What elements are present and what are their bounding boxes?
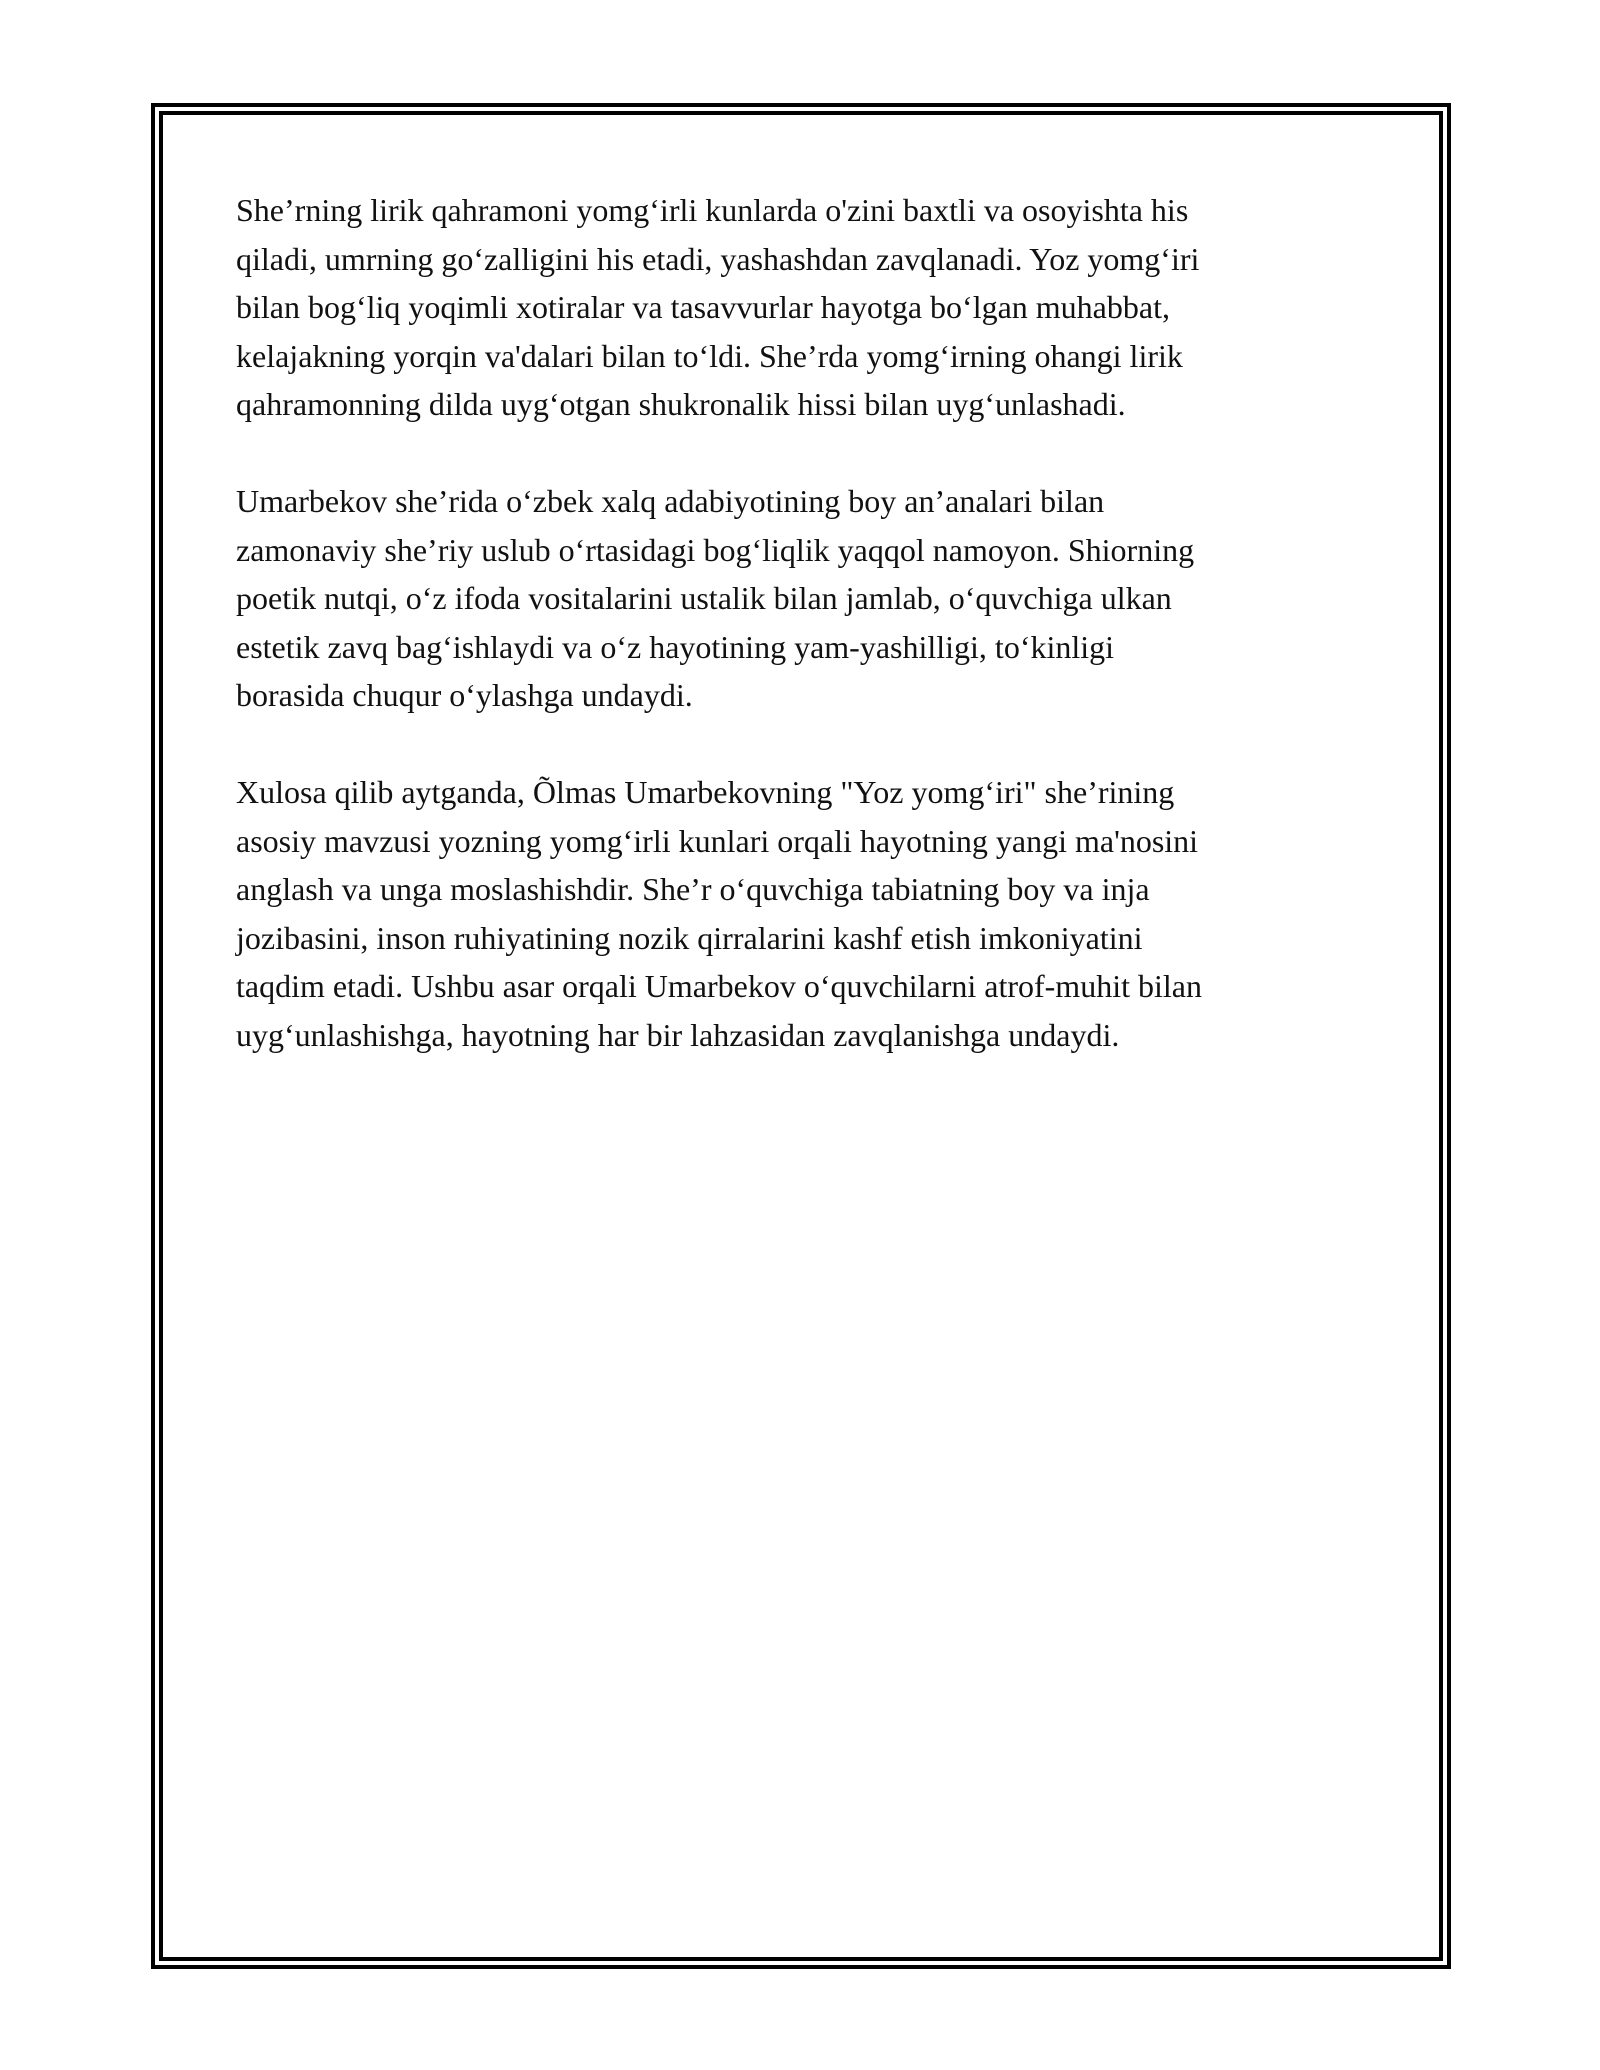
text-line: Umarbekov she’rida o‘zbek xalq adabiyotining boy an’analari bilan: [236, 483, 1105, 519]
text-line: poetik nutqi, o‘z ifoda vositalarini ustalik bilan jamlab, o‘quvchiga ulkan: [236, 580, 1172, 616]
text-line: Xulosa qilib aytganda, Õlmas Umarbekovning "Yoz yomg‘iri" she’rining: [236, 774, 1175, 810]
document-body: [236, 186, 1366, 1108]
text-line: asosiy mavzusi yozning yomg‘irli kunlari orqali hayotning yangi ma'nosini: [236, 822, 1199, 859]
paragraph-2: [236, 477, 1366, 720]
paragraph-1: [236, 186, 1366, 429]
text-line: qiladi, umrning go‘zalligini his etadi, yashashdan zavqlanadi. Yoz yomg‘iri: [236, 240, 1200, 277]
text-line: estetik zavq bag‘ishlaydi va o‘z hayotining yam-yashilligi, to‘kinligi: [236, 628, 1115, 665]
text-line: zamonaviy she’riy uslub o‘rtasidagi bog‘liqlik yaqqol namoyon. Shiorning: [236, 531, 1195, 568]
text-line: taqdim etadi. Ushbu asar orqali Umarbekov o‘quvchilarni atrof-muhit bilan: [236, 968, 1202, 1004]
text-line: jozibasini, inson ruhiyatining nozik qirralarini kashf etish imkoniyatini: [236, 919, 1143, 956]
text-line: qahramonning dilda uyg‘otgan shukronalik hissi bilan uyg‘unlashadi.: [236, 386, 1126, 422]
text-line: bilan bog‘liq yoqimli xotiralar va tasavvurlar hayotga bo‘lgan muhabbat,: [236, 289, 1170, 325]
text-line: She’rning lirik qahramoni yomg‘irli kunlarda o'zini baxtli va osoyishta his: [236, 192, 1189, 228]
text-line: kelajakning yorqin va'dalari bilan to‘ldi. She’rda yomg‘irning ohangi lirik: [236, 337, 1183, 374]
text-line: borasida chuqur o‘ylashga undaydi.: [236, 677, 693, 713]
text-line: uyg‘unlashishga, hayotning har bir lahzasidan zavqlanishga undaydi.: [236, 1016, 1120, 1053]
text-line: anglash va unga moslashishdir. She’r o‘quvchiga tabiatning boy va inja: [236, 871, 1150, 907]
paragraph-3: [236, 768, 1366, 1059]
